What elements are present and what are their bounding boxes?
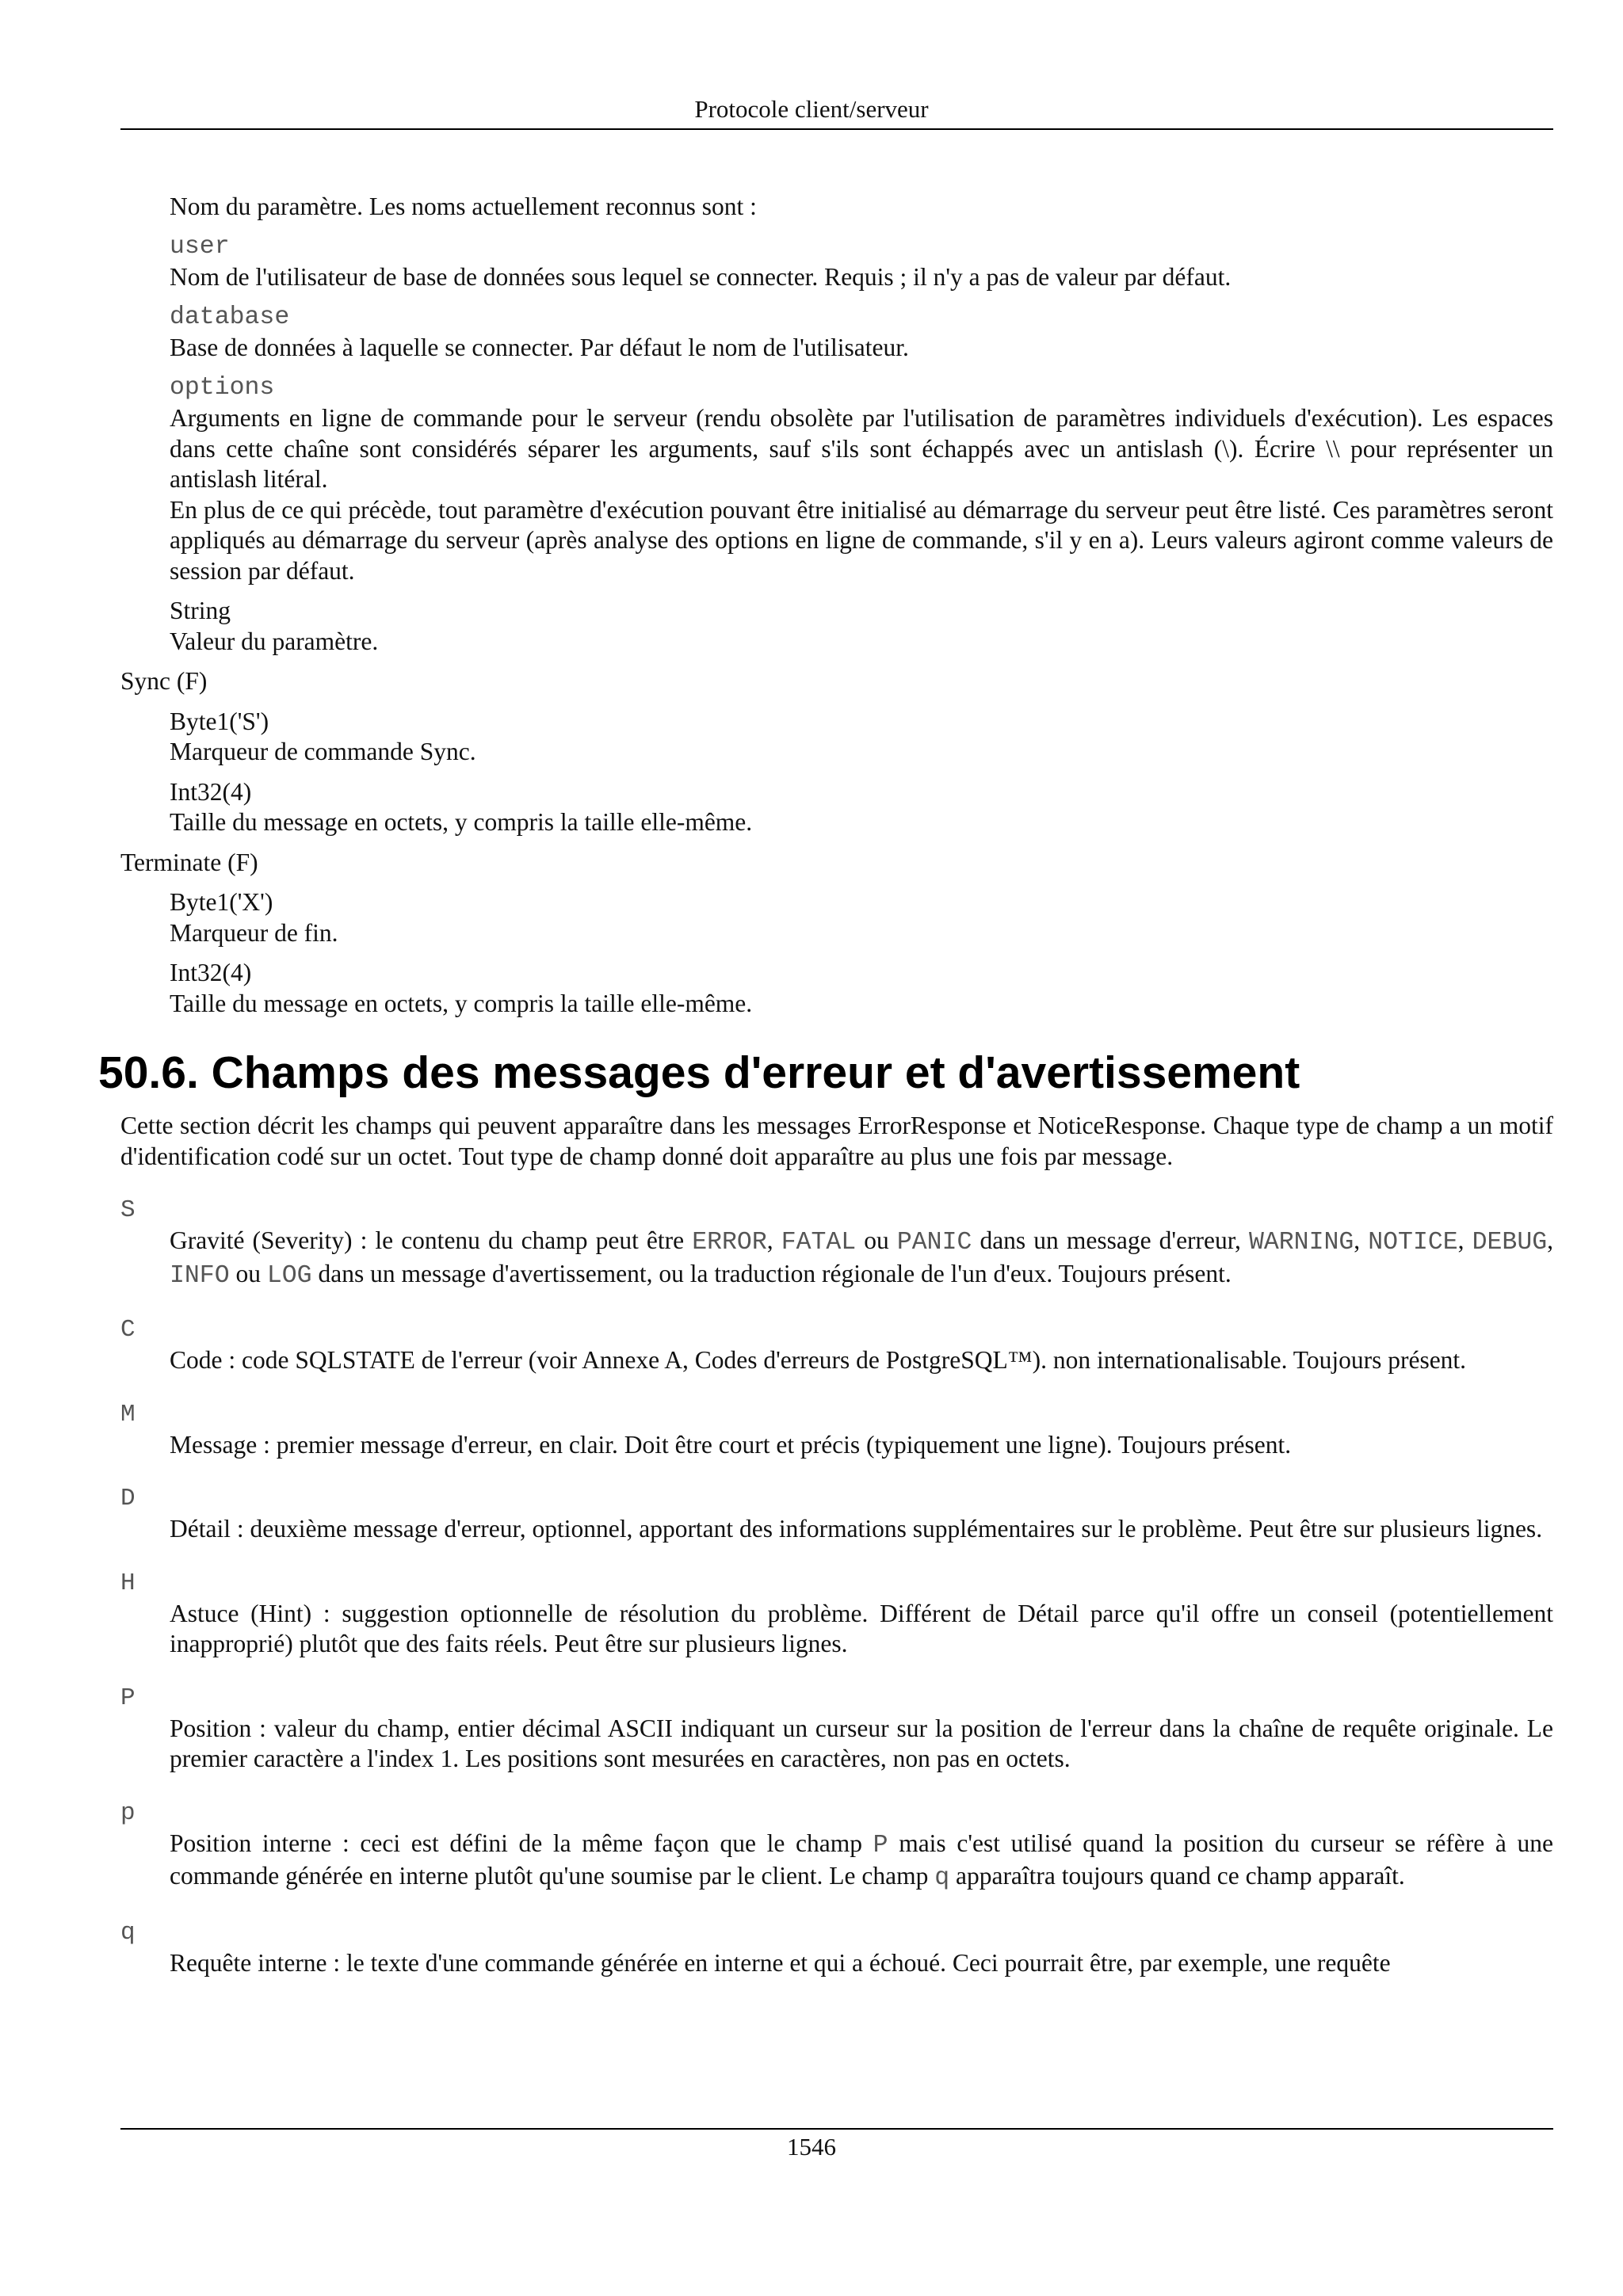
code-error: ERROR — [692, 1229, 767, 1257]
code-debug: DEBUG — [1472, 1229, 1548, 1257]
page-content — [98, 192, 1553, 1978]
param-name-options: options — [170, 373, 275, 402]
code-info: INFO — [170, 1261, 230, 1290]
text-run: Position interne : ceci est défini de la même façon que le champ — [170, 1829, 873, 1857]
param-desc-user: Nom de l'utilisateur de base de données sous lequel se connecter. Requis ; il n'y a pas de valeur par défaut. — [170, 263, 1232, 291]
field-desc-severity — [170, 1226, 1553, 1291]
terminate-fields — [170, 887, 1553, 1019]
param-name-user: user — [170, 232, 230, 261]
field-code: S — [120, 1196, 136, 1224]
text-run: ou — [229, 1259, 267, 1287]
page-number: 1546 — [787, 2133, 836, 2161]
text-run: , — [766, 1226, 781, 1254]
field-code: D — [120, 1485, 136, 1512]
field-code: H — [120, 1569, 136, 1597]
sync-field-name: Int32(4) — [170, 777, 252, 806]
sync-fields — [170, 707, 1553, 838]
text-run: ou — [856, 1226, 897, 1254]
code-notice: NOTICE — [1368, 1229, 1458, 1257]
string-field-name: String — [170, 597, 231, 624]
field-desc: Détail : deuxième message d'erreur, optionnel, apportant des informations supplémentaires sur le problème. Peut être sur plusieurs lignes. — [170, 1515, 1543, 1543]
text-run: apparaîtra toujours quand ce champ apparaît. — [949, 1862, 1405, 1890]
param-desc-database: Base de données à laquelle se connecter. Par défaut le nom de l'utilisateur. — [170, 334, 909, 361]
terminate-field-desc: Taille du message en octets, y compris la taille elle-même. — [170, 989, 753, 1017]
text-run: Gravité (Severity) : le contenu du champ peut être — [170, 1226, 693, 1254]
sync-field-name: Byte1('S') — [170, 707, 269, 735]
field-desc: Code : code SQLSTATE de l'erreur (voir Annexe A, Codes d'erreurs de PostgreSQL™). non internationalisable. Toujours présent. — [170, 1346, 1467, 1374]
terminate-field-name: Int32(4) — [170, 959, 252, 986]
field-code: C — [120, 1316, 136, 1344]
field-desc-internal-query: Requête interne : le texte d'une commande générée en interne et qui a échoué. Ceci pourrait être, par exemple, une requête — [170, 1948, 1391, 1977]
field-code: P — [120, 1684, 136, 1712]
header-rule — [120, 128, 1553, 130]
field-code: p — [120, 1798, 136, 1827]
terminate-field-name: Byte1('X') — [170, 888, 273, 916]
text-run: , — [1457, 1226, 1472, 1254]
text-run: mais c'est utilisé quand la position du curseur se réfère à une commande générée en interne plutôt qu'une soumise par le client. Le champ — [170, 1829, 1553, 1890]
params-block — [170, 192, 1553, 657]
footer-rule — [120, 2128, 1553, 2130]
code-warning: WARNING — [1248, 1229, 1354, 1257]
string-field-desc: Valeur du paramètre. — [170, 627, 379, 655]
text-run: , — [1354, 1226, 1369, 1254]
field-desc: Message : premier message d'erreur, en clair. Doit être court et précis (typiquement une ligne). Toujours présent. — [170, 1430, 1292, 1459]
code-log: LOG — [266, 1261, 312, 1290]
text-run: dans un message d'erreur, — [972, 1226, 1249, 1254]
text-run: dans un message d'avertissement, ou la traduction régionale de l'un d'eux. Toujours présent. — [311, 1259, 1232, 1287]
terminate-title: Terminate (F) — [120, 848, 258, 876]
field-code: M — [120, 1400, 136, 1428]
sync-field-desc: Taille du message en octets, y compris la taille elle-même. — [170, 808, 753, 836]
running-header: Protocole client/serveur — [694, 95, 929, 123]
field-desc-internal-position — [170, 1829, 1553, 1894]
text-run: , — [1547, 1226, 1553, 1254]
code-panic: PANIC — [896, 1229, 972, 1257]
sync-field-desc: Marqueur de commande Sync. — [170, 738, 476, 765]
field-desc: Astuce (Hint) : suggestion optionnelle de résolution du problème. Différent de Détail parce qu'il offre un conseil (potentiellement inapproprié) plutôt que des faits réels. Peut être sur plusieurs lignes. — [170, 1599, 1553, 1657]
params-outro: En plus de ce qui précède, tout paramètre d'exécution pouvant être initialisé au démarrage du serveur peut être listé. Ces paramètres seront appliqués au démarrage du serveur (après analyse des options en ligne de commande, s'il y en a). Leurs valeurs agiront comme valeurs de session par défaut. — [170, 495, 1553, 585]
section-intro: Cette section décrit les champs qui peuvent apparaître dans les messages ErrorResponse et NoticeResponse. Chaque type de champ a un motif d'identification codé sur un octet. Tout type de champ donné doit apparaître au plus une fois par message. — [120, 1112, 1553, 1170]
param-name-database: database — [170, 303, 290, 331]
params-intro: Nom du paramètre. Les noms actuellement reconnus sont : — [170, 193, 757, 220]
terminate-field-desc: Marqueur de fin. — [170, 918, 338, 947]
section-heading: 50.6. Champs des messages d'erreur et d'avertissement — [98, 1047, 1300, 1098]
field-code: q — [120, 1918, 136, 1947]
code-fatal: FATAL — [781, 1229, 857, 1257]
param-desc-options: Arguments en ligne de commande pour le serveur (rendu obsolète par l'utilisation de paramètres individuels d'exécution). Les espaces dans cette chaîne sont considérés séparer les arguments, sauf s'ils sont échappés avec un antislash (\). Écrire \\ pour représenter un antislash litéral. — [170, 404, 1553, 493]
sync-title: Sync (F) — [120, 667, 208, 695]
field-desc: Position : valeur du champ, entier décimal ASCII indiquant un curseur sur la position de l'erreur dans la chaîne de requête originale. Le premier caractère a l'index 1. Les positions sont mesurées en caractères, non pas en octets. — [170, 1714, 1553, 1772]
code-p: P — [873, 1831, 888, 1859]
code-q: q — [934, 1864, 950, 1892]
